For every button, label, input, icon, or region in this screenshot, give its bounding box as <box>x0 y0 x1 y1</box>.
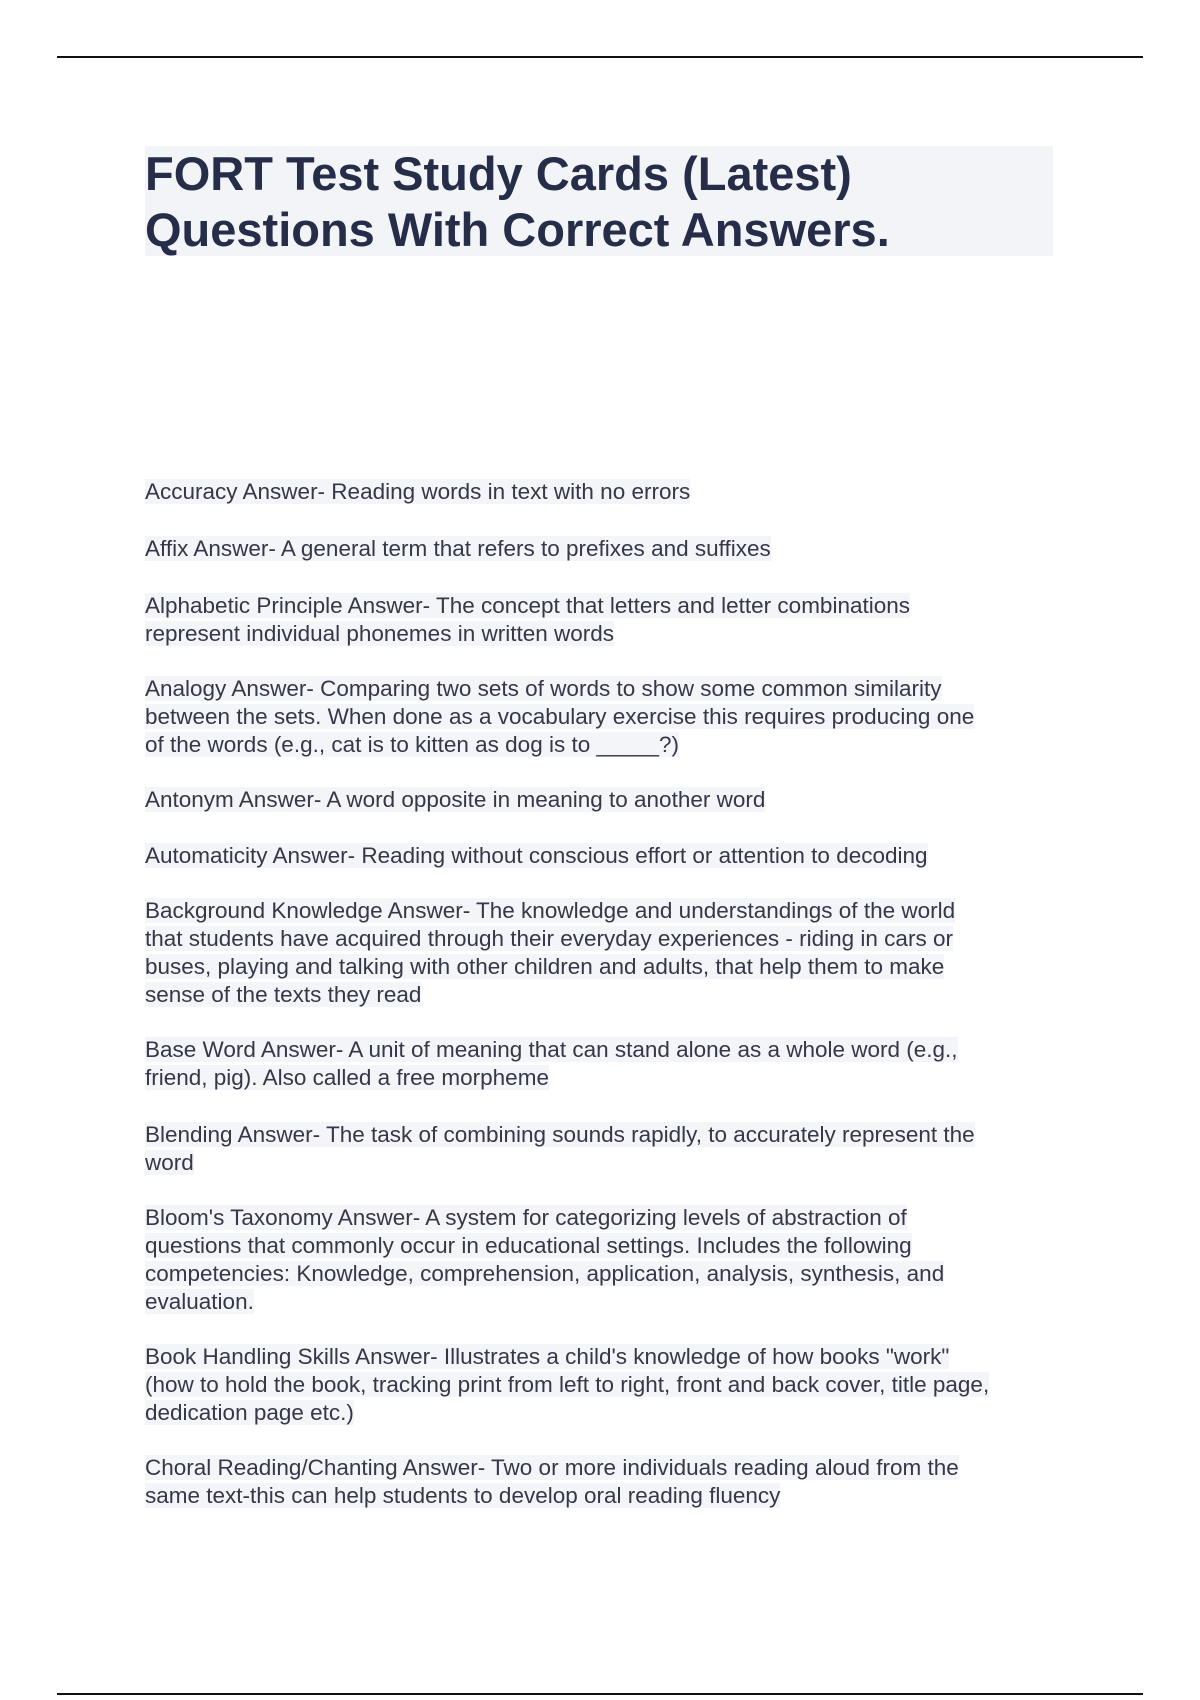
card-line: Base Word Answer- A unit of meaning that can stand alone as a whole word (e.g., <box>145 1037 958 1062</box>
card-line: questions that commonly occur in educational settings. Includes the following <box>145 1233 912 1258</box>
card-accuracy <box>145 478 1055 506</box>
top-rule <box>57 56 1143 58</box>
document-title <box>145 146 1053 256</box>
card-line: Analogy Answer- Comparing two sets of words to show some common similarity <box>145 676 942 701</box>
card-line: Accuracy Answer- Reading words in text with no errors <box>145 479 691 504</box>
card-line: competencies: Knowledge, comprehension, application, analysis, synthesis, and <box>145 1261 945 1286</box>
card-line: Automaticity Answer- Reading without conscious effort or attention to decoding <box>145 843 928 868</box>
card-line: Bloom's Taxonomy Answer- A system for categorizing levels of abstraction of <box>145 1205 907 1230</box>
card-line: Affix Answer- A general term that refers to prefixes and suffixes <box>145 536 771 561</box>
card-book-handling-skills <box>145 1343 1055 1427</box>
card-line: Choral Reading/Chanting Answer- Two or more individuals reading aloud from the <box>145 1455 959 1480</box>
card-line: dedication page etc.) <box>145 1400 354 1425</box>
card-line: between the sets. When done as a vocabulary exercise this requires producing one <box>145 704 975 729</box>
bottom-rule <box>57 1693 1143 1695</box>
card-line: friend, pig). Also called a free morpheme <box>145 1065 549 1090</box>
card-line: represent individual phonemes in written words <box>145 621 614 646</box>
card-line: Background Knowledge Answer- The knowledge and understandings of the world <box>145 898 956 923</box>
card-analogy <box>145 675 1055 759</box>
card-blooms-taxonomy <box>145 1204 1055 1316</box>
card-line: Antonym Answer- A word opposite in meaning to another word <box>145 787 766 812</box>
card-automaticity <box>145 842 1055 870</box>
card-line: sense of the texts they read <box>145 982 422 1007</box>
title-line-2: Questions With Correct Answers. <box>145 203 890 256</box>
card-line: Alphabetic Principle Answer- The concept that letters and letter combinations <box>145 593 910 618</box>
card-line: Book Handling Skills Answer- Illustrates a child's knowledge of how books "work" <box>145 1344 950 1369</box>
card-alphabetic-principle <box>145 592 1055 648</box>
card-antonym <box>145 786 1055 814</box>
card-line: buses, playing and talking with other children and adults, that help them to make <box>145 954 945 979</box>
title-line-1: FORT Test Study Cards (Latest) <box>145 147 852 200</box>
card-line: (how to hold the book, tracking print from left to right, front and back cover, title page, <box>145 1372 990 1397</box>
card-line: that students have acquired through their everyday experiences - riding in cars or <box>145 926 953 951</box>
card-blending <box>145 1121 1055 1177</box>
card-affix <box>145 535 1055 563</box>
card-choral-reading <box>145 1454 1055 1510</box>
card-line: word <box>145 1150 194 1175</box>
card-line: of the words (e.g., cat is to kitten as dog is to _____?) <box>145 732 680 757</box>
card-line: same text-this can help students to develop oral reading fluency <box>145 1483 781 1508</box>
card-line: Blending Answer- The task of combining sounds rapidly, to accurately represent the <box>145 1122 975 1147</box>
card-background-knowledge <box>145 897 1055 1009</box>
card-line: evaluation. <box>145 1289 254 1314</box>
card-base-word <box>145 1036 1055 1092</box>
